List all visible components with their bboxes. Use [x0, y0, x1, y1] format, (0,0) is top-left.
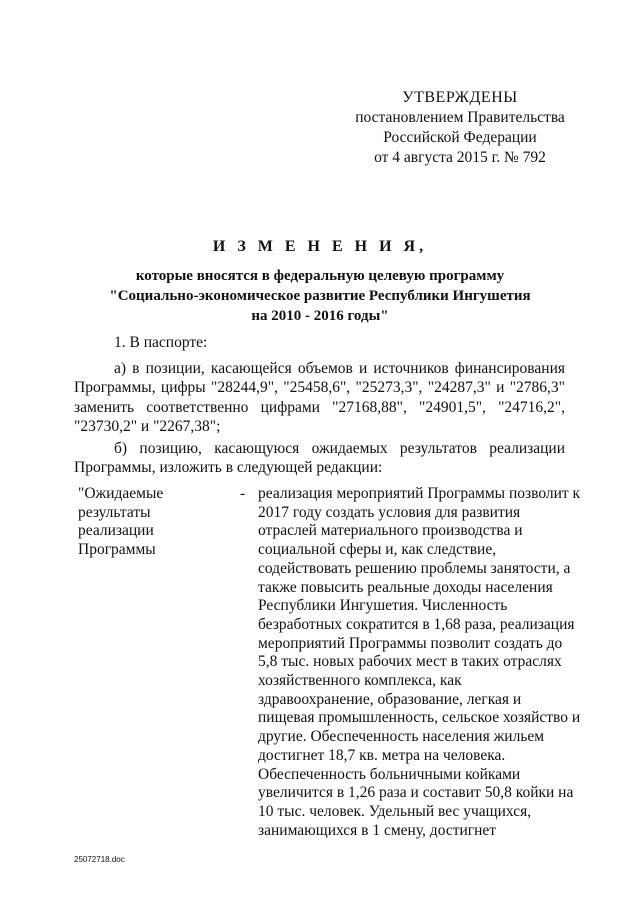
- value-line: увеличится в 1,26 раза и составит 50,8 койки на: [258, 784, 574, 802]
- document-filename: 25072718.doc: [74, 855, 125, 864]
- approval-stamp: [340, 88, 580, 168]
- value-line: также повысить реальные доходы населения: [258, 578, 553, 596]
- label-line: Программы: [78, 541, 156, 559]
- document-title-block: [60, 238, 580, 326]
- paragraph-item-b: б) позицию, касающуюся ожидаемых результатов реализации Программы, изложить в следующей редакции:: [74, 439, 565, 476]
- paragraph-item-a: а) в позиции, касающейся объемов и источников финансирования Программы, цифры "28244,9", "25458,6", "25273,3", "24287,3" и "2786,3" заменить соответственно цифрами "27168,88", "24901,5", "24716,2", "23730,2" и "2267,38";: [74, 359, 565, 435]
- value-line: безработных сократится в 1,68 раза, реализация: [258, 615, 575, 633]
- value-line: Республики Ингушетия. Численность: [258, 597, 508, 615]
- label-line: реализации: [78, 522, 154, 540]
- value-line: мероприятий Программы позволит создать до: [258, 634, 563, 652]
- paragraph-item-1: 1. В паспорте:: [114, 334, 208, 351]
- value-line: пищевая промышленность, сельское хозяйство и: [258, 709, 581, 727]
- value-line: Обеспеченность больничными койками: [258, 765, 521, 783]
- document-title: И З М Е Н Е Н И Я,: [212, 238, 428, 255]
- label-line: "Ожидаемые: [78, 485, 164, 502]
- value-line: занимающихся в 1 смену, достигнет: [258, 821, 497, 839]
- value-line: 10 тыс. человек. Удельный вес учащихся,: [258, 802, 532, 820]
- value-line: социальной сферы и, как следствие,: [258, 541, 497, 559]
- value-line: 2017 году создать условия для развития: [258, 503, 521, 521]
- approval-line: Российской Федерации: [383, 129, 537, 146]
- label-line: результаты: [78, 503, 151, 521]
- title-subline: которые вносятся в федеральную целевую программу: [135, 268, 505, 284]
- value-line: здравоохранение, образование, легкая и: [258, 690, 522, 708]
- value-line: отраслей материального производства и: [258, 522, 523, 540]
- title-subline: "Социально-экономическое развитие Республики Ингушетия: [109, 288, 531, 304]
- approval-date-number: от 4 августа 2015 г. № 792: [374, 149, 546, 166]
- value-line: другие. Обеспеченность населения жильем: [258, 728, 545, 746]
- approval-line: постановлением Правительства: [355, 109, 565, 126]
- position-dash: -: [240, 485, 246, 502]
- value-line: реализация мероприятий Программы позволит к: [258, 485, 581, 502]
- document-body: [74, 333, 565, 480]
- value-line: достигнет 18,7 кв. метра на человека.: [258, 746, 506, 764]
- title-subline: на 2010 - 2016 годы": [251, 308, 389, 324]
- passport-position-label: [78, 485, 208, 560]
- value-line: хозяйственного комплекса, как: [258, 672, 462, 690]
- value-line: содействовать решению проблемы занятости, а: [258, 559, 571, 577]
- approval-heading: УТВЕРЖДЕНЫ: [402, 89, 518, 106]
- value-line: 5,8 тыс. новых рабочих мест в таких отраслях: [258, 653, 562, 671]
- passport-position-value: [258, 485, 581, 840]
